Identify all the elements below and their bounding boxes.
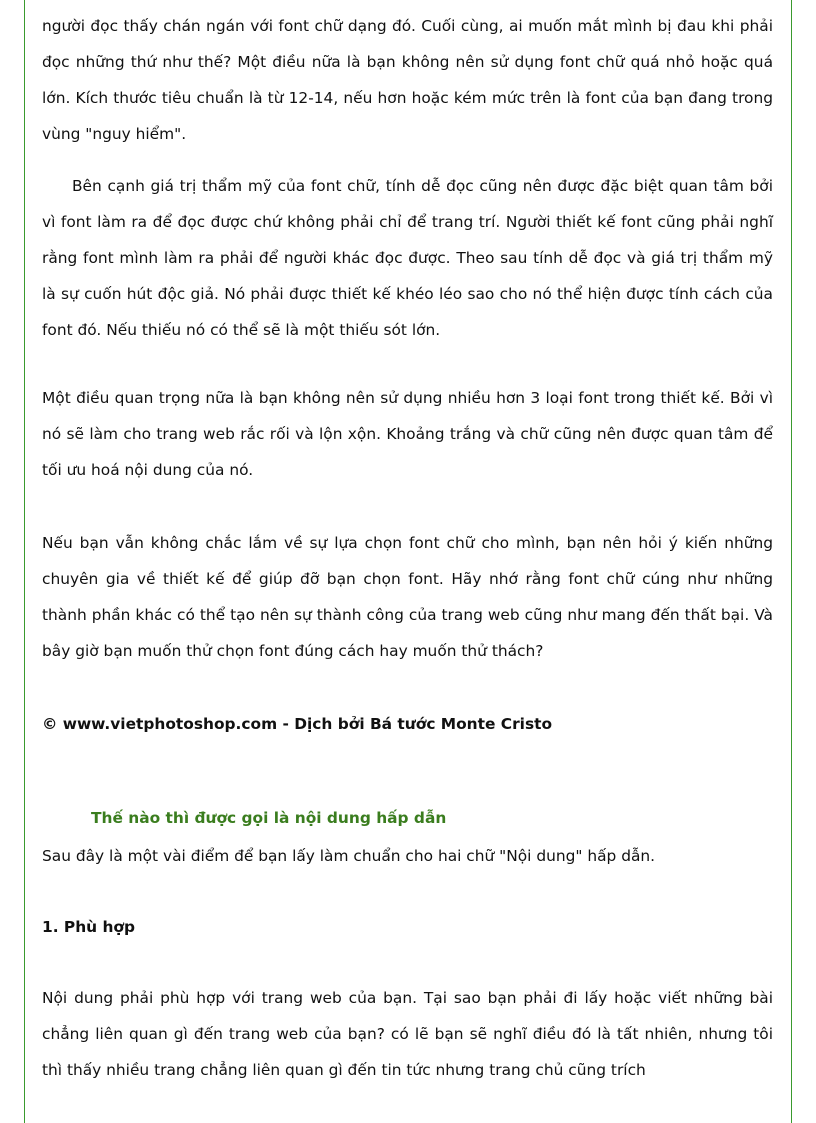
numbered-heading-relevance: 1. Phù hợp xyxy=(42,918,136,936)
paragraph-relevance: Nội dung phải phù hợp với trang web của bạn. Tại sao bạn phải đi lấy hoặc viết những bài chẳng liên quan gì đến trang web của bạn? có lẽ bạn sẽ nghĩ điều đó là tất nhiên, nhưng tôi thì thấy nhiều trang chẳng liên quan gì đến tin tức nhưng trang chủ cũng trích xyxy=(42,989,773,1079)
left-margin-rule xyxy=(24,0,25,1123)
paragraph-font-count: Một điều quan trọng nữa là bạn không nên sử dụng nhiều hơn 3 loại font trong thiết kế. Bởi vì nó sẽ làm cho trang web rắc rối và lộn xộn. Khoảng trắng và chữ cũng nên được quan tâm để tối ưu hoá nội dung của nó. xyxy=(42,389,773,479)
section-title: Thế nào thì được gọi là nội dung hấp dẫn xyxy=(91,809,447,827)
section-intro: Sau đây là một vài điểm để bạn lấy làm chuẩn cho hai chữ "Nội dung" hấp dẫn. xyxy=(42,847,656,865)
paragraph-ask-experts: Nếu bạn vẫn không chắc lắm về sự lựa chọn font chữ cho mình, bạn nên hỏi ý kiến những chuyên gia về thiết kế để giúp đỡ bạn chọn font. Hãy nhớ rằng font chữ cúng như những thành phần khác có thể tạo nên sự thành công của trang web cũng như mang đến thất bại. Và bây giờ bạn muốn thử chọn font đúng cách hay muốn thử thách? xyxy=(42,534,773,660)
paragraph-font-readability-end: người đọc thấy chán ngán với font chữ dạng đó. Cuối cùng, ai muốn mắt mình bị đau khi phải đọc những thứ như thế? Một điều nữa là bạn không nên sử dụng font chữ quá nhỏ hoặc quá lớn. Kích thước tiêu chuẩn là từ 12-14, nếu hơn hoặc kém mức trên là font của bạn đang trong vùng "nguy hiểm". xyxy=(42,17,773,143)
right-margin-rule xyxy=(791,0,792,1123)
paragraph-legibility: Bên cạnh giá trị thẩm mỹ của font chữ, tính dễ đọc cũng nên được đặc biệt quan tâm bởi vì font làm ra để đọc được chứ không phải chỉ để trang trí. Người thiết kế font cũng phải nghĩ rằng font mình làm ra phải để người khác đọc được. Theo sau tính dễ đọc và giá trị thẩm mỹ là sự cuốn hút độc giả. Nó phải được thiết kế khéo léo sao cho nó thể hiện được tính cách của font đó. Nếu thiếu nó có thể sẽ là một thiếu sót lớn. xyxy=(42,177,773,339)
copyright-line: © www.vietphotoshop.com - Dịch bởi Bá tước Monte Cristo xyxy=(42,715,553,733)
